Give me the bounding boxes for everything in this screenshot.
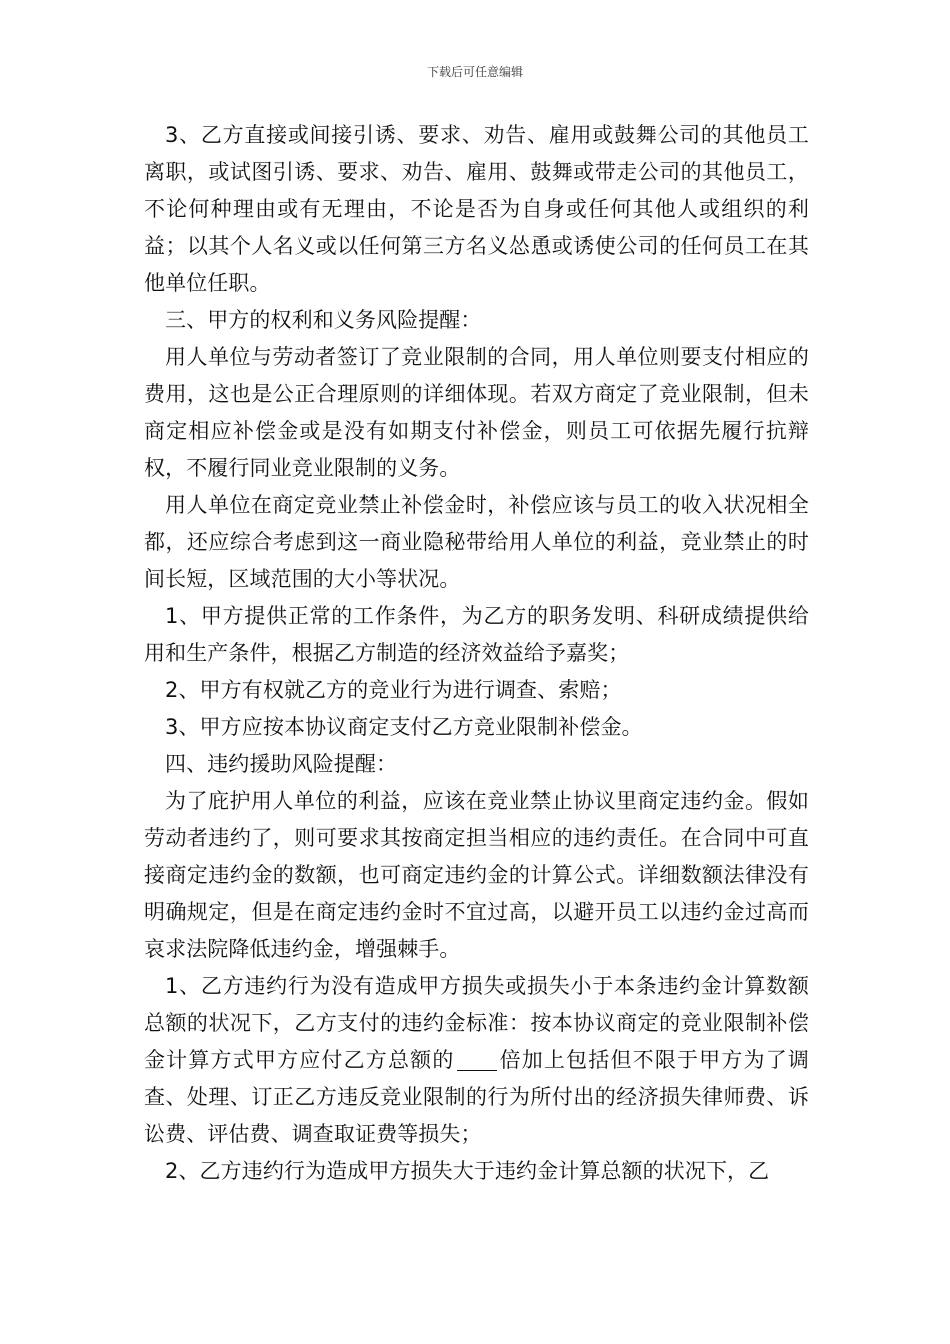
paragraph-breach-clause-1 <box>144 968 809 1153</box>
breach-clause-1-after-blank: 倍加上包括但不限于甲方为了调查、处理、订正乙方违反竞业限制的行为所付出的经济损失律师费、诉讼费、评估费、调查取证费等损失； <box>144 1048 809 1146</box>
page-header: 下载后可任意编辑 <box>426 65 523 79</box>
paragraph-clause-3-solicitation: 3、乙方直接或间接引诱、要求、劝告、雇用或鼓舞公司的其他员工离职，或试图引诱、要求、劝告、雇用、鼓舞或带走公司的其他员工，不论何种理由或有无理由，不论是否为自身或任何其他人或组织的利益；以其个人名义或以任何第三方名义怂恿或诱使公司的任何员工在其他单位任职。 <box>144 123 809 295</box>
paragraph-party-a-clause-3: 3、甲方应按本协议商定支付乙方竞业限制补偿金。 <box>165 715 643 739</box>
paragraph-breach-clause-2: 2、乙方违约行为造成甲方损失大于违约金计算总额的状况下，乙 <box>165 1159 770 1183</box>
section-heading-breach: 四、违约援助风险提醒： <box>165 752 398 776</box>
fill-in-blank[interactable] <box>457 1048 497 1071</box>
breach-clause-1-before-blank: 1、乙方违约行为没有造成甲方损失或损失小于本条违约金计算数额总额的状况下，乙方支付的违约金标准：按本协议商定的竞业限制补偿金计算方式甲方应付乙方总额的 <box>144 974 809 1072</box>
document-body <box>144 117 809 1190</box>
paragraph-liquidated-damages: 为了庇护用人单位的利益，应该在竞业禁止协议里商定违约金。假如劳动者违约了，则可要求其按商定担当相应的违约责任。在合同中可直接商定违约金的数额，也可商定违约金的计算公式。详细数额法律没有明确规定，但是在商定违约金时不宜过高，以避开员工以违约金过高而哀求法院降低违约金，增强棘手。 <box>144 789 809 961</box>
paragraph-compensation-amount: 用人单位在商定竞业禁止补偿金时，补偿应该与员工的收入状况相全都，还应综合考虑到这一商业隐秘带给用人单位的利益，竞业禁止的时间长短，区域范围的大小等状况。 <box>144 493 809 591</box>
section-heading-party-a-rights: 三、甲方的权利和义务风险提醒： <box>165 308 482 332</box>
paragraph-party-a-clause-1: 1、甲方提供正常的工作条件，为乙方的职务发明、科研成绩提供给用和生产条件，根据乙方制造的经济效益给予嘉奖； <box>144 604 809 665</box>
paragraph-party-a-clause-2: 2、甲方有权就乙方的竞业行为进行调查、索赔； <box>165 678 622 702</box>
paragraph-compensation-payment: 用人单位与劳动者签订了竞业限制的合同，用人单位则要支付相应的费用，这也是公正合理原则的详细体现。若双方商定了竞业限制，但未商定相应补偿金或是没有如期支付补偿金，则员工可依据先履行抗辩权，不履行同业竞业限制的义务。 <box>144 345 809 480</box>
